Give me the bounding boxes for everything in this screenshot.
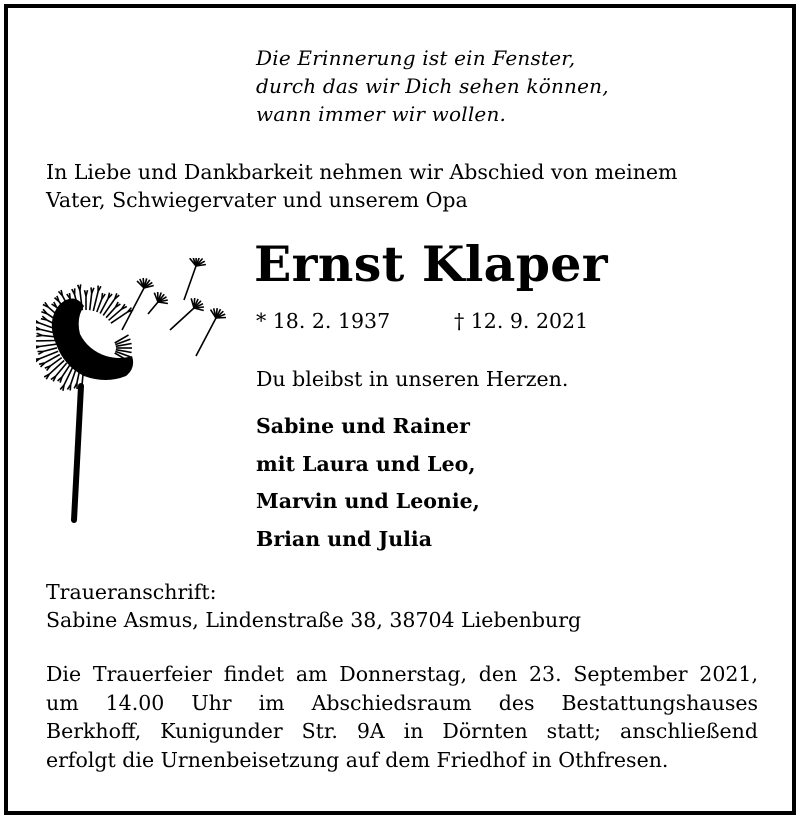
family-line: Brian und Julia (256, 526, 432, 551)
address-label: Traueranschrift: (46, 580, 217, 604)
family-signatures (256, 408, 480, 558)
intro-line: Vater, Schwiegervater und unserem Opa (46, 188, 468, 212)
poem (256, 44, 609, 128)
intro-text (46, 158, 758, 214)
death-date: † 12. 9. 2021 (454, 309, 589, 333)
deceased-name: Ernst Klaper (254, 235, 608, 293)
ceremony-line: um 14.00 Uhr im Abschiedsraum des Bestattungshauses (46, 690, 758, 715)
poem-line: durch das wir Dich sehen können, (256, 74, 609, 98)
ceremony-line: Die Trauerfeier findet am Donnerstag, den 23. September 2021, (46, 662, 758, 686)
ceremony-line: erfolgt die Urnenbeisetzung auf dem Friedhof in Othfresen. (46, 747, 669, 772)
family-line: Marvin und Leonie, (256, 489, 480, 513)
poem-line: Die Erinnerung ist ein Fenster, (256, 46, 576, 70)
mourning-address (46, 578, 581, 634)
family-line: mit Laura und Leo, (256, 451, 476, 476)
ceremony-details (46, 660, 758, 774)
family-line: Sabine und Rainer (256, 414, 470, 438)
life-dates (256, 306, 589, 336)
ceremony-line: Berkhoff, Kunigunder Str. 9A in Dörnten statt; anschließend (46, 719, 758, 743)
memorial-line: Du bleibst in unseren Herzen. (256, 367, 569, 391)
poem-line: wann immer wir wollen. (256, 102, 507, 126)
intro-line: In Liebe und Dankbarkeit nehmen wir Abschied von meinem (46, 160, 678, 184)
address-value: Sabine Asmus, Lindenstraße 38, 38704 Liebenburg (46, 608, 582, 632)
birth-date: * 18. 2. 1937 (256, 309, 391, 333)
dandelion-icon (36, 258, 236, 524)
